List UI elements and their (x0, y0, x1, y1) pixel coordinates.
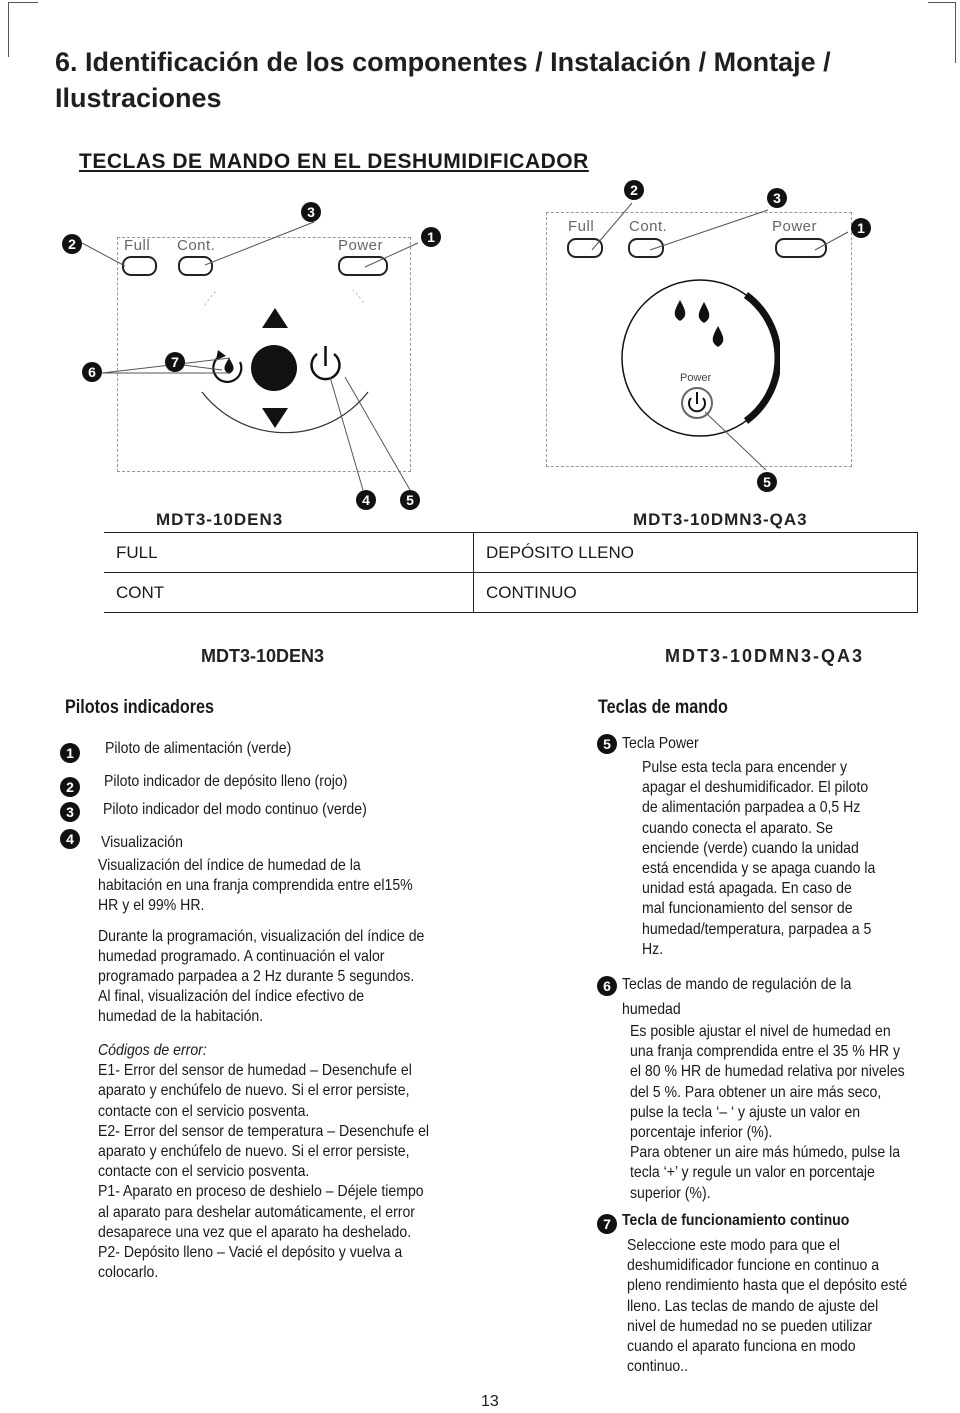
error-heading: Códigos de error: (98, 1042, 207, 1059)
table-cell-key: CONT (104, 573, 474, 613)
key-title-5: Tecla Power (622, 735, 699, 752)
callout-4: 4 (356, 490, 376, 510)
key-num-7: 7 (597, 1214, 617, 1234)
error-code-p2: P2- Depósito lleno – Vacié el depósito y vuelva a colocarlo. (98, 1244, 403, 1282)
callout-3-left: 3 (301, 202, 321, 222)
callout-5-right: 5 (757, 472, 777, 492)
table-cell-value: DEPÓSITO LLENO (474, 533, 918, 573)
page-title: 6. Identificación de los componentes / Instalación / Montaje / Ilustraciones (55, 47, 831, 113)
display-paragraph-1: Visualización del índice de humedad de la habitación en una franja comprendida entre el15% HR y el 99% HR. (98, 857, 413, 915)
table-cell-key: FULL (104, 533, 474, 573)
callout-1-right: 1 (851, 218, 871, 238)
callout-7: 7 (165, 352, 185, 372)
callout-1-left: 1 (421, 227, 441, 247)
indicator-table (104, 532, 918, 613)
left-full-label: Full (124, 237, 151, 254)
display-paragraph-2: Durante la programación, visualización del índice de humedad programado. A continuación el valor programado parpadea a 2 Hz durante 5 segundos. Al final, visualización del índice efectivo de humedad de la habitación. (98, 927, 425, 1026)
right-cont-label: Cont. (629, 218, 668, 235)
key-text-6-para-2: Para obtener un aire más húmedo, pulse la tecla ‘+’ y regule un valor en porcentaje superior (%). (630, 1144, 901, 1202)
key-text-5: Pulse esta tecla para encender y apagar el deshumidificador. El piloto de alimentación parpadea a 0,5 Hz cuando conecta el aparato. Se enciende (verde) cuando la unidad está encendida y se apaga cuando la unidad está apagada. En caso de mal funcionamiento del sensor de humedad/temperatura, parpadea a 5 Hz. (642, 759, 876, 958)
table-row (104, 533, 918, 573)
callout-2-left: 2 (62, 234, 82, 254)
table-row (104, 573, 918, 613)
indicator-num-1: 1 (60, 743, 80, 763)
error-code-p1: P1- Aparato en proceso de deshielo – Déjele tiempo al aparato para deshelar automáticamente, el error desaparece una vez que el aparato ha deshelado. (98, 1183, 424, 1241)
indicator-item-1: Piloto de alimentación (verde) (105, 740, 292, 757)
left-cont-label: Cont. (177, 237, 216, 254)
indicator-item-4: Visualización (101, 834, 183, 851)
right-power-small-label: Power (680, 372, 712, 384)
left-section-model: MDT3-10DEN3 (201, 646, 325, 666)
indicator-num-4: 4 (60, 829, 80, 849)
callout-leader-lines (0, 0, 960, 560)
key-text-6 (630, 1022, 912, 1204)
indicator-item-3: Piloto indicador del modo continuo (verde) (103, 801, 367, 818)
callout-3-right: 3 (767, 188, 787, 208)
error-code-e2: E2- Error del sensor de temperatura – Desenchufe el aparato y enchúfelo de nuevo. Si el error persiste, contacte con el servicio posventa. (98, 1122, 430, 1181)
error-codes (98, 1041, 437, 1283)
indicator-num-3: 3 (60, 802, 80, 822)
indicators-heading: Pilotos indicadores (65, 697, 214, 718)
table-cell-value: CONTINUO (474, 573, 918, 613)
right-power-label: Power (772, 218, 818, 235)
key-title-7: Tecla de funcionamiento continuo (622, 1212, 850, 1229)
key-text-6-para-1: Es posible ajustar el nivel de humedad en una franja comprendida entre el 35 % HR y el 80 % HR de humedad relativa por niveles del 5 %. Para obtener un aire más seco, pulse la tecla ‘– ‘ y ajuste un valor en porcentaje inferior (%). (630, 1023, 905, 1142)
key-num-5: 5 (597, 734, 617, 754)
indicator-item-2: Piloto indicador de depósito lleno (rojo) (104, 773, 348, 790)
left-diagram-model: MDT3-10DEN3 (156, 510, 284, 529)
section-subtitle: TECLAS DE MANDO EN EL DESHUMIDIFICADOR (79, 150, 589, 173)
right-diagram-model: MDT3-10DMN3-QA3 (633, 510, 808, 529)
key-num-6: 6 (597, 976, 617, 996)
callout-5-bottom: 5 (400, 490, 420, 510)
callout-6: 6 (82, 362, 102, 382)
indicator-num-2: 2 (60, 777, 80, 797)
key-text-7: Seleccione este modo para que el deshumidificador funcione en continuo a pleno rendimiento hasta que el depósito esté lleno. Las teclas de mando de ajuste del nivel de humedad no se pueden utilizar cuando el aparato funciona en modo continuo.. (627, 1237, 908, 1376)
page-number: 13 (481, 1393, 499, 1410)
display-description (98, 856, 425, 1038)
key-title-6: Teclas de mando de regulación de la humedad (622, 976, 852, 1018)
keys-heading: Teclas de mando (598, 697, 728, 718)
callout-2-right: 2 (624, 180, 644, 200)
error-code-e1: E1- Error del sensor de humedad – Desenchufe el aparato y enchúfelo de nuevo. Si el error persiste, contacte con el servicio posventa. (98, 1062, 412, 1120)
right-full-label: Full (568, 218, 595, 235)
right-section-model: MDT3-10DMN3-QA3 (665, 646, 865, 666)
left-power-label: Power (338, 237, 384, 254)
